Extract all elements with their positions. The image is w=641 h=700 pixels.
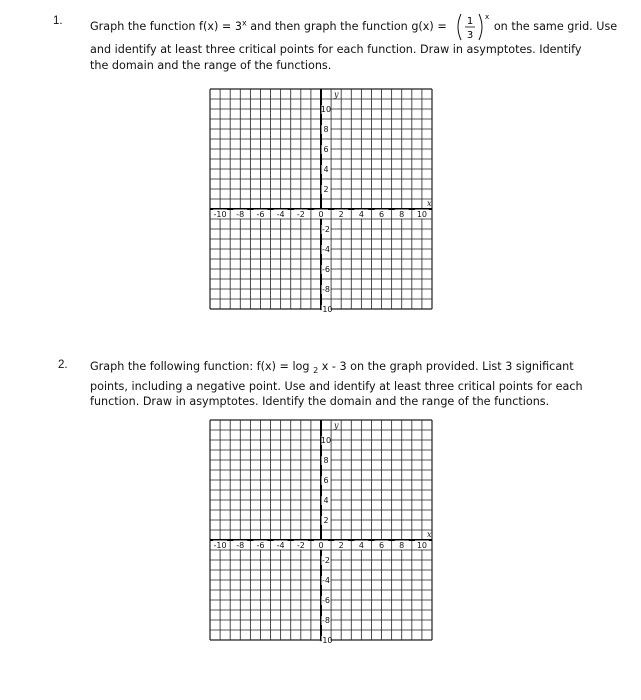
x-tick-label: 0 (318, 541, 324, 550)
x-tick-label: 10 (416, 541, 428, 550)
x-tick-label: -2 (296, 541, 305, 550)
q1-fraction-exponent: x (485, 13, 490, 21)
y-axis-label: y (334, 90, 339, 99)
x-tick-label: 2 (338, 541, 344, 550)
y-tick-label: 10 (320, 436, 332, 445)
x-tick-label: -8 (236, 210, 245, 219)
q2-line1-part-b: x - 3 on the graph provided. List 3 significant (318, 360, 574, 373)
y-tick-label: -4 (322, 576, 330, 585)
q2-line3: function. Draw in asymptotes. Identify the domain and the range of the functions. (90, 395, 550, 409)
q2-line1 (90, 359, 583, 379)
y-tick-label: -6 (322, 265, 330, 274)
q1-line1-part-a: Graph the function f(x) = 3 (90, 20, 242, 33)
x-tick-label: 8 (399, 210, 405, 219)
question-1-text (90, 12, 617, 73)
q2-line2: points, including a negative point. Use and identify at least three critical points for each (90, 379, 583, 393)
y-tick-label: -10 (319, 305, 333, 314)
q1-fraction-one-third (454, 12, 488, 42)
q1-line1-part-b: and then graph the function g(x) = (246, 20, 451, 33)
x-tick-label: 10 (416, 210, 428, 219)
y-tick-label: -2 (322, 556, 330, 565)
q1-line1-part-c: on the same grid. Use (490, 20, 618, 33)
y-tick-label: -2 (322, 225, 330, 234)
y-tick-label: -10 (319, 636, 333, 645)
q2-line1-part-a: Graph the following function: f(x) = log (90, 360, 314, 373)
x-tick-label: 4 (358, 541, 364, 550)
q1-fraction-denominator: 3 (467, 30, 474, 41)
x-tick-label: -10 (213, 210, 227, 219)
x-tick-label: -4 (276, 210, 285, 219)
y-tick-label: -4 (322, 245, 330, 254)
q1-line2: and identify at least three critical points for each function. Draw in asymptotes. Identify (90, 43, 582, 56)
x-tick-label: 0 (318, 210, 324, 219)
x-tick-label: -6 (256, 541, 265, 550)
x-tick-label: -4 (276, 541, 285, 550)
x-tick-label: -2 (296, 210, 305, 219)
q2-log-base: 2 (313, 366, 319, 376)
question-1-number: 1. (53, 15, 63, 27)
q1-exponent-x: x (241, 18, 247, 28)
x-tick-label: -6 (256, 210, 265, 219)
question-2-number: 2. (58, 359, 68, 371)
x-tick-label: 2 (338, 210, 344, 219)
y-axis-label: y (334, 421, 339, 430)
question-2-text (90, 359, 583, 410)
q1-line3: the domain and the range of the functions. (90, 58, 332, 72)
y-tick-label: 8 (323, 456, 329, 465)
x-tick-label: 4 (358, 210, 364, 219)
x-tick-label: -10 (213, 541, 227, 550)
x-tick-label: 6 (378, 210, 385, 219)
x-tick-label: 6 (378, 541, 385, 550)
y-tick-label: 10 (320, 105, 332, 114)
coordinate-grid-1 (209, 88, 433, 314)
y-tick-label: 6 (323, 145, 329, 154)
x-axis-label: x (427, 530, 432, 539)
y-tick-label: -6 (322, 596, 330, 605)
y-tick-label: 6 (323, 476, 329, 485)
y-tick-label: 8 (323, 125, 329, 134)
x-tick-label: -8 (236, 541, 245, 550)
y-tick-label: -8 (322, 285, 330, 294)
q1-fraction-numerator: 1 (467, 16, 474, 27)
y-tick-label: 4 (323, 165, 329, 174)
y-tick-label: 2 (323, 516, 329, 525)
y-tick-label: 2 (323, 185, 329, 194)
y-tick-label: -8 (322, 616, 330, 625)
x-tick-label: 8 (399, 541, 405, 550)
coordinate-grid-2 (209, 419, 433, 645)
x-axis-label: x (427, 199, 432, 208)
y-tick-label: 4 (323, 496, 329, 505)
